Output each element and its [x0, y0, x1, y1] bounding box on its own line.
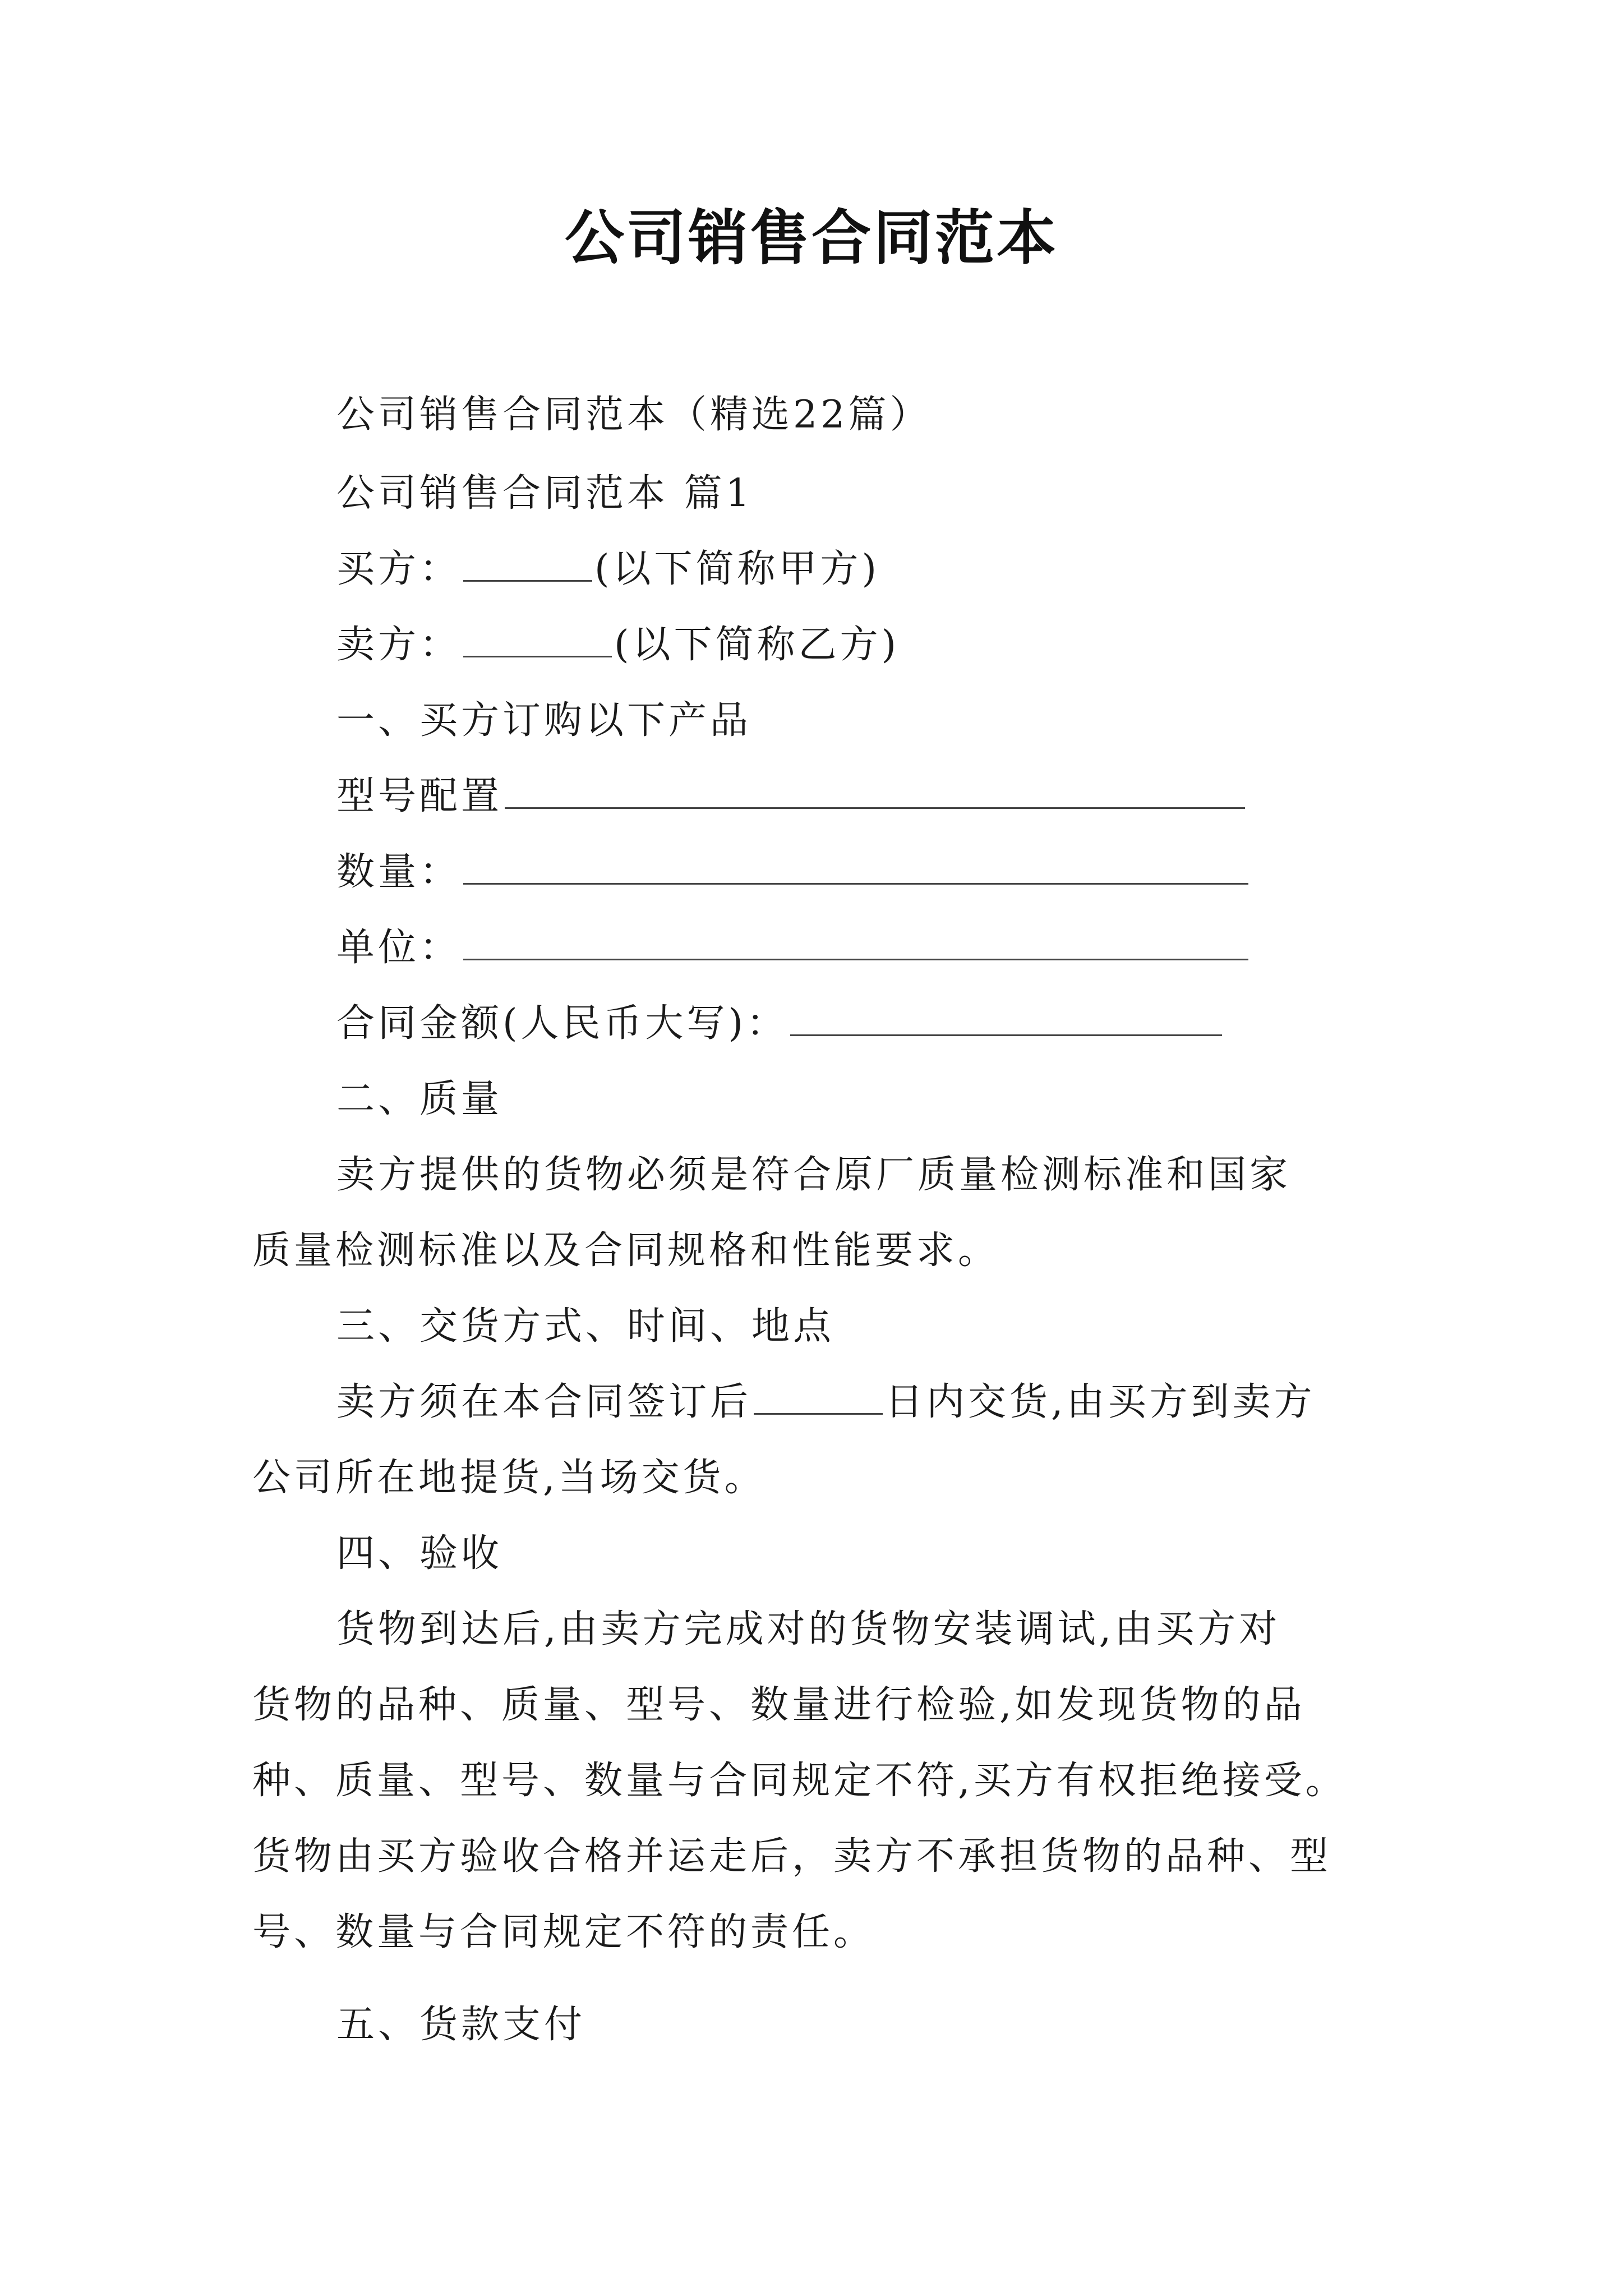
- quantity-field-line: [336, 844, 1251, 900]
- seller-label: 卖方：: [336, 623, 462, 667]
- clause4-paragraph-line: 货物的品种、质量、型号、数量进行检验,如发现货物的品: [252, 1683, 1306, 1727]
- clause3-text-part1: 卖方须在本合同签订后: [336, 1380, 752, 1424]
- section-heading: 公司销售合同范本 篇1: [336, 471, 753, 516]
- clause2-paragraph-line: 质量检测标准以及合同规格和性能要求。: [252, 1228, 1000, 1273]
- clause5-heading: 五、货款支付: [336, 2003, 586, 2047]
- clause4-paragraph-line: 种、质量、型号、数量与合同规定不符,买方有权拒绝接受。: [252, 1759, 1347, 1803]
- amount-field-blank[interactable]: [790, 997, 1222, 1036]
- clause4-paragraph-line: 号、数量与合同规定不符的责任。: [252, 1910, 875, 1954]
- seller-name-blank[interactable]: [463, 619, 612, 657]
- document-title: 公司销售合同范本: [565, 204, 1058, 273]
- clause4-heading: 四、验收: [336, 1531, 503, 1576]
- model-field-blank[interactable]: [505, 770, 1245, 809]
- quantity-field-label: 数量：: [336, 850, 462, 894]
- clause3-paragraph-line: [336, 1374, 1316, 1430]
- clause2-heading: 二、质量: [336, 1077, 503, 1121]
- clause4-paragraph-line: 货物到达后,由卖方完成对的货物安装调试,由买方对: [336, 1607, 1281, 1651]
- unit-field-label: 单位：: [336, 926, 462, 970]
- quantity-field-blank[interactable]: [463, 846, 1248, 885]
- buyer-label: 买方：: [336, 547, 462, 591]
- amount-field-label: 合同金额(人民币大写)：: [336, 1001, 789, 1046]
- buyer-name-blank[interactable]: [463, 543, 592, 582]
- clause3-heading: 三、交货方式、时间、地点: [336, 1304, 835, 1349]
- seller-line: [336, 617, 900, 673]
- amount-field-line: [336, 996, 1224, 1052]
- unit-field-line: [336, 920, 1251, 976]
- document-subtitle: 公司销售合同范本（精选22篇）: [336, 393, 932, 437]
- buyer-note: (以下简称甲方): [594, 547, 880, 591]
- clause3-paragraph-line: 公司所在地提货,当场交货。: [252, 1456, 766, 1500]
- unit-field-blank[interactable]: [463, 922, 1248, 960]
- model-field-line: [336, 769, 1247, 825]
- model-field-label: 型号配置: [336, 774, 503, 818]
- delivery-days-blank[interactable]: [754, 1376, 883, 1415]
- clause2-paragraph-line: 卖方提供的货物必须是符合原厂质量检测标准和国家: [336, 1153, 1292, 1197]
- buyer-line: [336, 541, 880, 597]
- seller-note: (以下简称乙方): [614, 623, 900, 667]
- clause4-paragraph-line: 货物由买方验收合格并运走后，卖方不承担货物的品种、型: [252, 1834, 1332, 1879]
- clause1-heading: 一、买方订购以下产品: [336, 698, 752, 743]
- clause3-text-part2: 日内交货,由买方到卖方: [885, 1380, 1316, 1424]
